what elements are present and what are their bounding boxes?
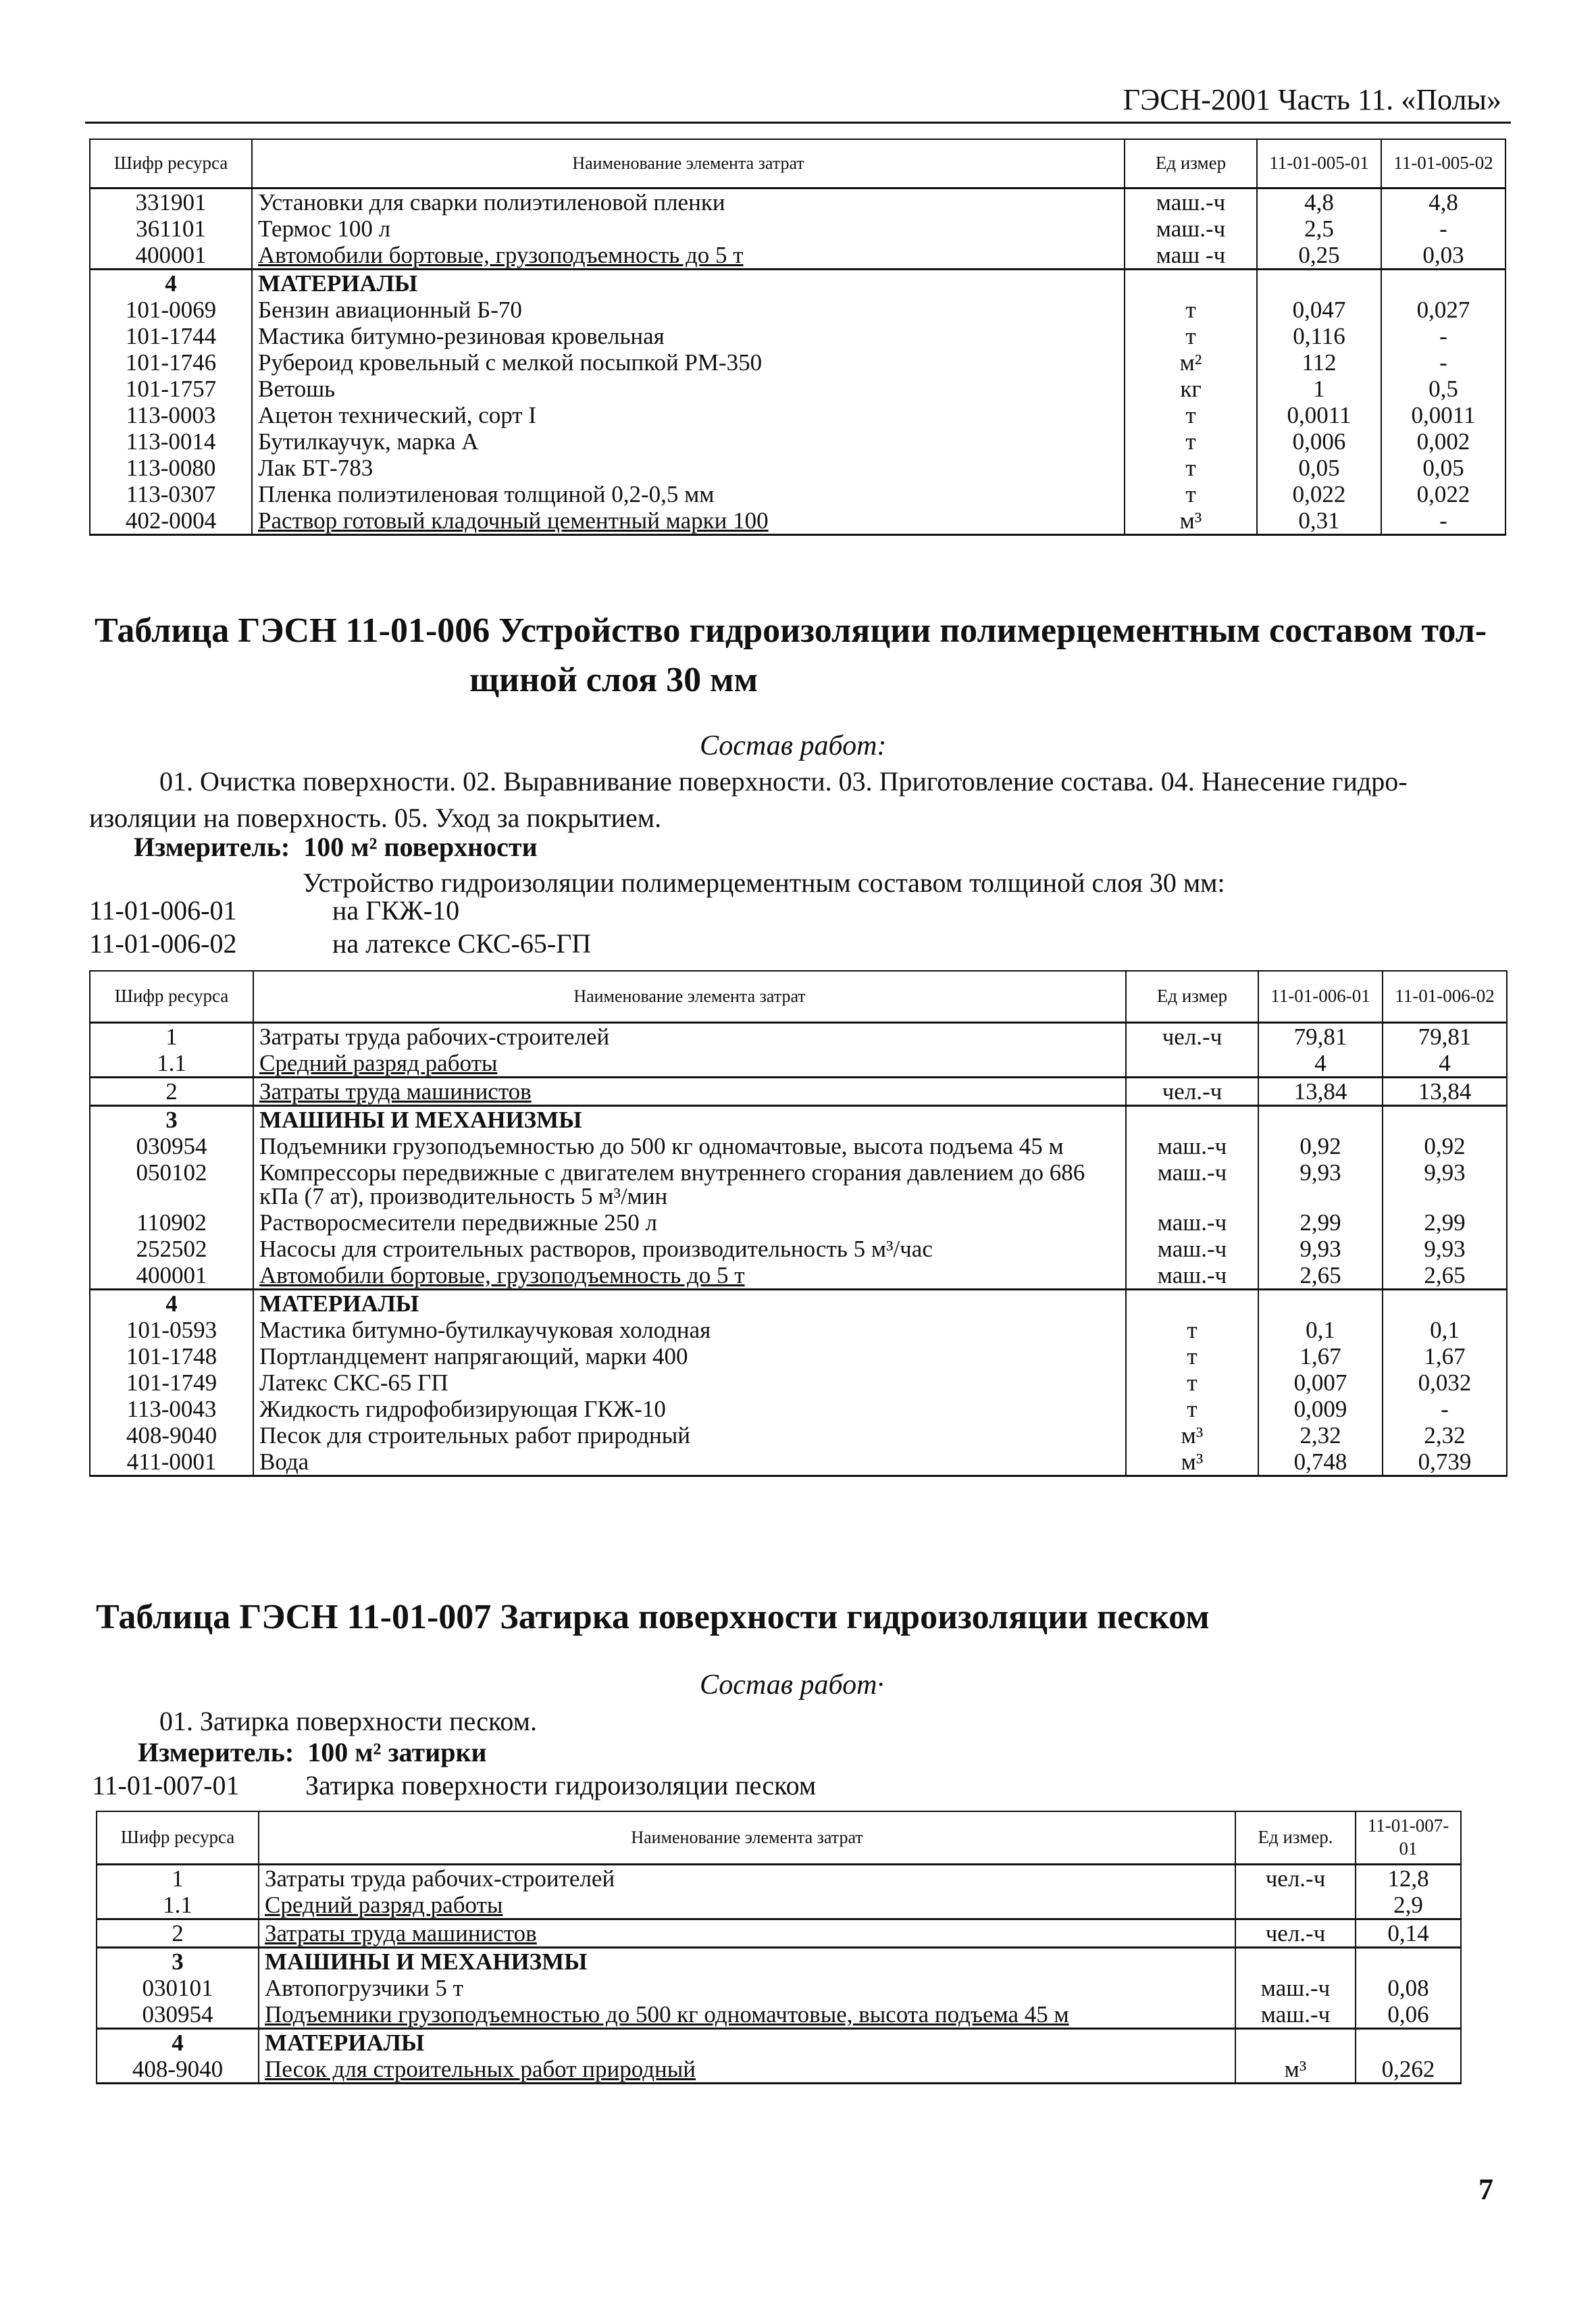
- col-header-code: Шифр ресурса: [97, 1811, 259, 1864]
- col-header-code: Шифр ресурса: [90, 971, 253, 1022]
- variant-subtitle-006: Устройство гидроизоляции полимерцементным составом толщиной слоя 30 мм:: [303, 867, 1225, 898]
- col-header-name: Наименование элемента затрат: [252, 139, 1125, 188]
- table-row: 101-1746 Рубероид кровельный с мелкой посыпкой РМ-350 м² 112 -: [90, 349, 1505, 376]
- table-row: 101-1748 Портландцемент напрягающий, марки 400 т 1,67 1,67: [90, 1343, 1507, 1369]
- variant-006-02: 11-01-006-02 на латексе СКС-65-ГП: [89, 928, 592, 959]
- table-row: 402-0004 Раствор готовый кладочный цементный марки 100 м³ 0,31 -: [90, 507, 1505, 535]
- works-heading-007: Состав работ·: [700, 1669, 884, 1701]
- resource-table-006: [89, 970, 1508, 1477]
- table-row: 1.1 Средний разряд работы 2,9: [97, 1892, 1461, 1919]
- table-row: 400001 Автомобили бортовые, грузоподъемность до 5 т маш.-ч 2,65 2,65: [90, 1262, 1507, 1290]
- works-description-007: 01. Затирка поверхности песком.: [159, 1706, 537, 1736]
- table-row: 361101 Термос 100 л маш.-ч 2,5 -: [90, 216, 1505, 242]
- table-row: 408-9040 Песок для строительных работ природный м³ 0,262: [97, 2056, 1461, 2084]
- col-header-a: 11-01-006-01: [1258, 971, 1383, 1022]
- resource-table-007: [96, 1811, 1462, 2084]
- col-header-b: 11-01-006-02: [1383, 971, 1507, 1022]
- col-header-b: 11-01-005-02: [1381, 139, 1505, 188]
- table-row: 1 Затраты труда рабочих-строителей чел.-ч 79,81 79,81: [90, 1022, 1507, 1050]
- table-row: 113-0080 Лак БТ-783 т 0,05 0,05: [90, 455, 1505, 481]
- table-row: 110902 Растворосмесители передвижные 250 л маш.-ч 2,99 2,99: [90, 1209, 1507, 1236]
- variant-006-01: 11-01-006-01 на ГКЖ-10: [89, 895, 460, 926]
- table-row: 1.1 Средний разряд работы 4 4: [90, 1050, 1507, 1078]
- col-header-unit: Ед измер.: [1235, 1811, 1356, 1864]
- works-description-006: 01. Очистка поверхности. 02. Выравнивание поверхности. 03. Приготовление состава. 04. Нанесение гидро- изоляции на поверхность. 05. Уход за покрытием.: [89, 766, 1408, 833]
- variant-007-01: 11-01-007-01 Затирка поверхности гидроизоляции песком: [92, 1770, 817, 1801]
- table-row: 101-0069 Бензин авиационный Б-70 т 0,047 0,027: [90, 297, 1505, 323]
- table-row: 113-0043 Жидкость гидрофобизирующая ГКЖ-10 т 0,009 -: [90, 1396, 1507, 1422]
- running-header: ГЭСН-2001 Часть 11. «Полы»: [1123, 83, 1501, 116]
- table-row: 030954 Подъемники грузоподъемностью до 500 кг одномачтовые, высота подъема 45 м маш.-ч 0,92 0,92: [90, 1133, 1507, 1159]
- table-row: 050102 Компрессоры передвижные с двигателем внутреннего сгорания давлением до 686 кПа (7 ат), производительность 5 м³/мин маш.-ч 9,93 9,93: [90, 1159, 1507, 1209]
- section-row: 3 МАШИНЫ И МЕХАНИЗМЫ: [97, 1947, 1461, 1975]
- table-row: 113-0307 Пленка полиэтиленовая толщиной 0,2-0,5 мм т 0,022 0,022: [90, 481, 1505, 507]
- table-row: 113-0014 Бутилкаучук, марка А т 0,006 0,002: [90, 428, 1505, 455]
- table-row: 101-1744 Мастика битумно-резиновая кровельная т 0,116 -: [90, 323, 1505, 349]
- table-row: 101-1749 Латекс СКС-65 ГП т 0,007 0,032: [90, 1369, 1507, 1396]
- table-row: 1 Затраты труда рабочих-строителей чел.-ч 12,8: [97, 1864, 1461, 1892]
- table-row: 030101 Автопогрузчики 5 т маш.-ч 0,08: [97, 1975, 1461, 2001]
- col-header-unit: Ед измер: [1126, 971, 1258, 1022]
- table-row: 408-9040 Песок для строительных работ природный м³ 2,32 2,32: [90, 1422, 1507, 1449]
- table-row: 101-0593 Мастика битумно-бутилкаучуковая холодная т 0,1 0,1: [90, 1317, 1507, 1343]
- table-row: 101-1757 Ветошь кг 1 0,5: [90, 376, 1505, 402]
- table-title-007: Таблица ГЭСН 11-01-007 Затирка поверхности гидроизоляции песком: [96, 1598, 1210, 1636]
- table-row: 411-0001 Вода м³ 0,748 0,739: [90, 1449, 1507, 1476]
- table-row: 113-0003 Ацетон технический, сорт I т 0,0011 0,0011: [90, 402, 1505, 428]
- table-row: 400001 Автомобили бортовые, грузоподъемность до 5 т маш -ч 0,25 0,03: [90, 242, 1505, 270]
- col-header-name: Наименование элемента затрат: [253, 971, 1126, 1022]
- table-row: 2 Затраты труда машинистов чел.-ч 0,14: [97, 1919, 1461, 1947]
- page-number: 7: [1478, 2173, 1493, 2206]
- col-header-a: 11-01-007-01: [1356, 1811, 1461, 1864]
- table-title-006: Таблица ГЭСН 11-01-006 Устройство гидроизоляции полимерцементным составом тол- щиной слоя 30 мм: [95, 611, 1487, 699]
- table-row: 2 Затраты труда машинистов чел.-ч 13,84 13,84: [90, 1077, 1507, 1105]
- col-header-a: 11-01-005-01: [1257, 139, 1381, 188]
- section-row: 4 МАТЕРИАЛЫ: [90, 269, 1505, 297]
- resource-table-005: [89, 139, 1506, 536]
- section-row: 4 МАТЕРИАЛЫ: [97, 2028, 1461, 2056]
- col-header-name: Наименование элемента затрат: [259, 1811, 1235, 1864]
- section-row: 4 МАТЕРИАЛЫ: [90, 1289, 1507, 1317]
- table-row: 030954 Подъемники грузоподъемностью до 500 кг одномачтовые, высота подъема 45 м маш.-ч 0,06: [97, 2001, 1461, 2029]
- col-header-code: Шифр ресурса: [90, 139, 252, 188]
- measure-unit-006: Измеритель: 100 м² поверхности: [134, 832, 538, 862]
- works-heading-006: Состав работ:: [700, 730, 887, 761]
- table-row: 331901 Установки для сварки полиэтиленовой пленки маш.-ч 4,8 4,8: [90, 188, 1505, 216]
- section-row: 3 МАШИНЫ И МЕХАНИЗМЫ: [90, 1105, 1507, 1133]
- measure-unit-007: Измеритель: 100 м² затирки: [138, 1737, 487, 1767]
- table-row: 252502 Насосы для строительных растворов, производительность 5 м³/час маш.-ч 9,93 9,93: [90, 1236, 1507, 1262]
- header-rule: [85, 122, 1511, 124]
- col-header-unit: Ед измер: [1125, 139, 1257, 188]
